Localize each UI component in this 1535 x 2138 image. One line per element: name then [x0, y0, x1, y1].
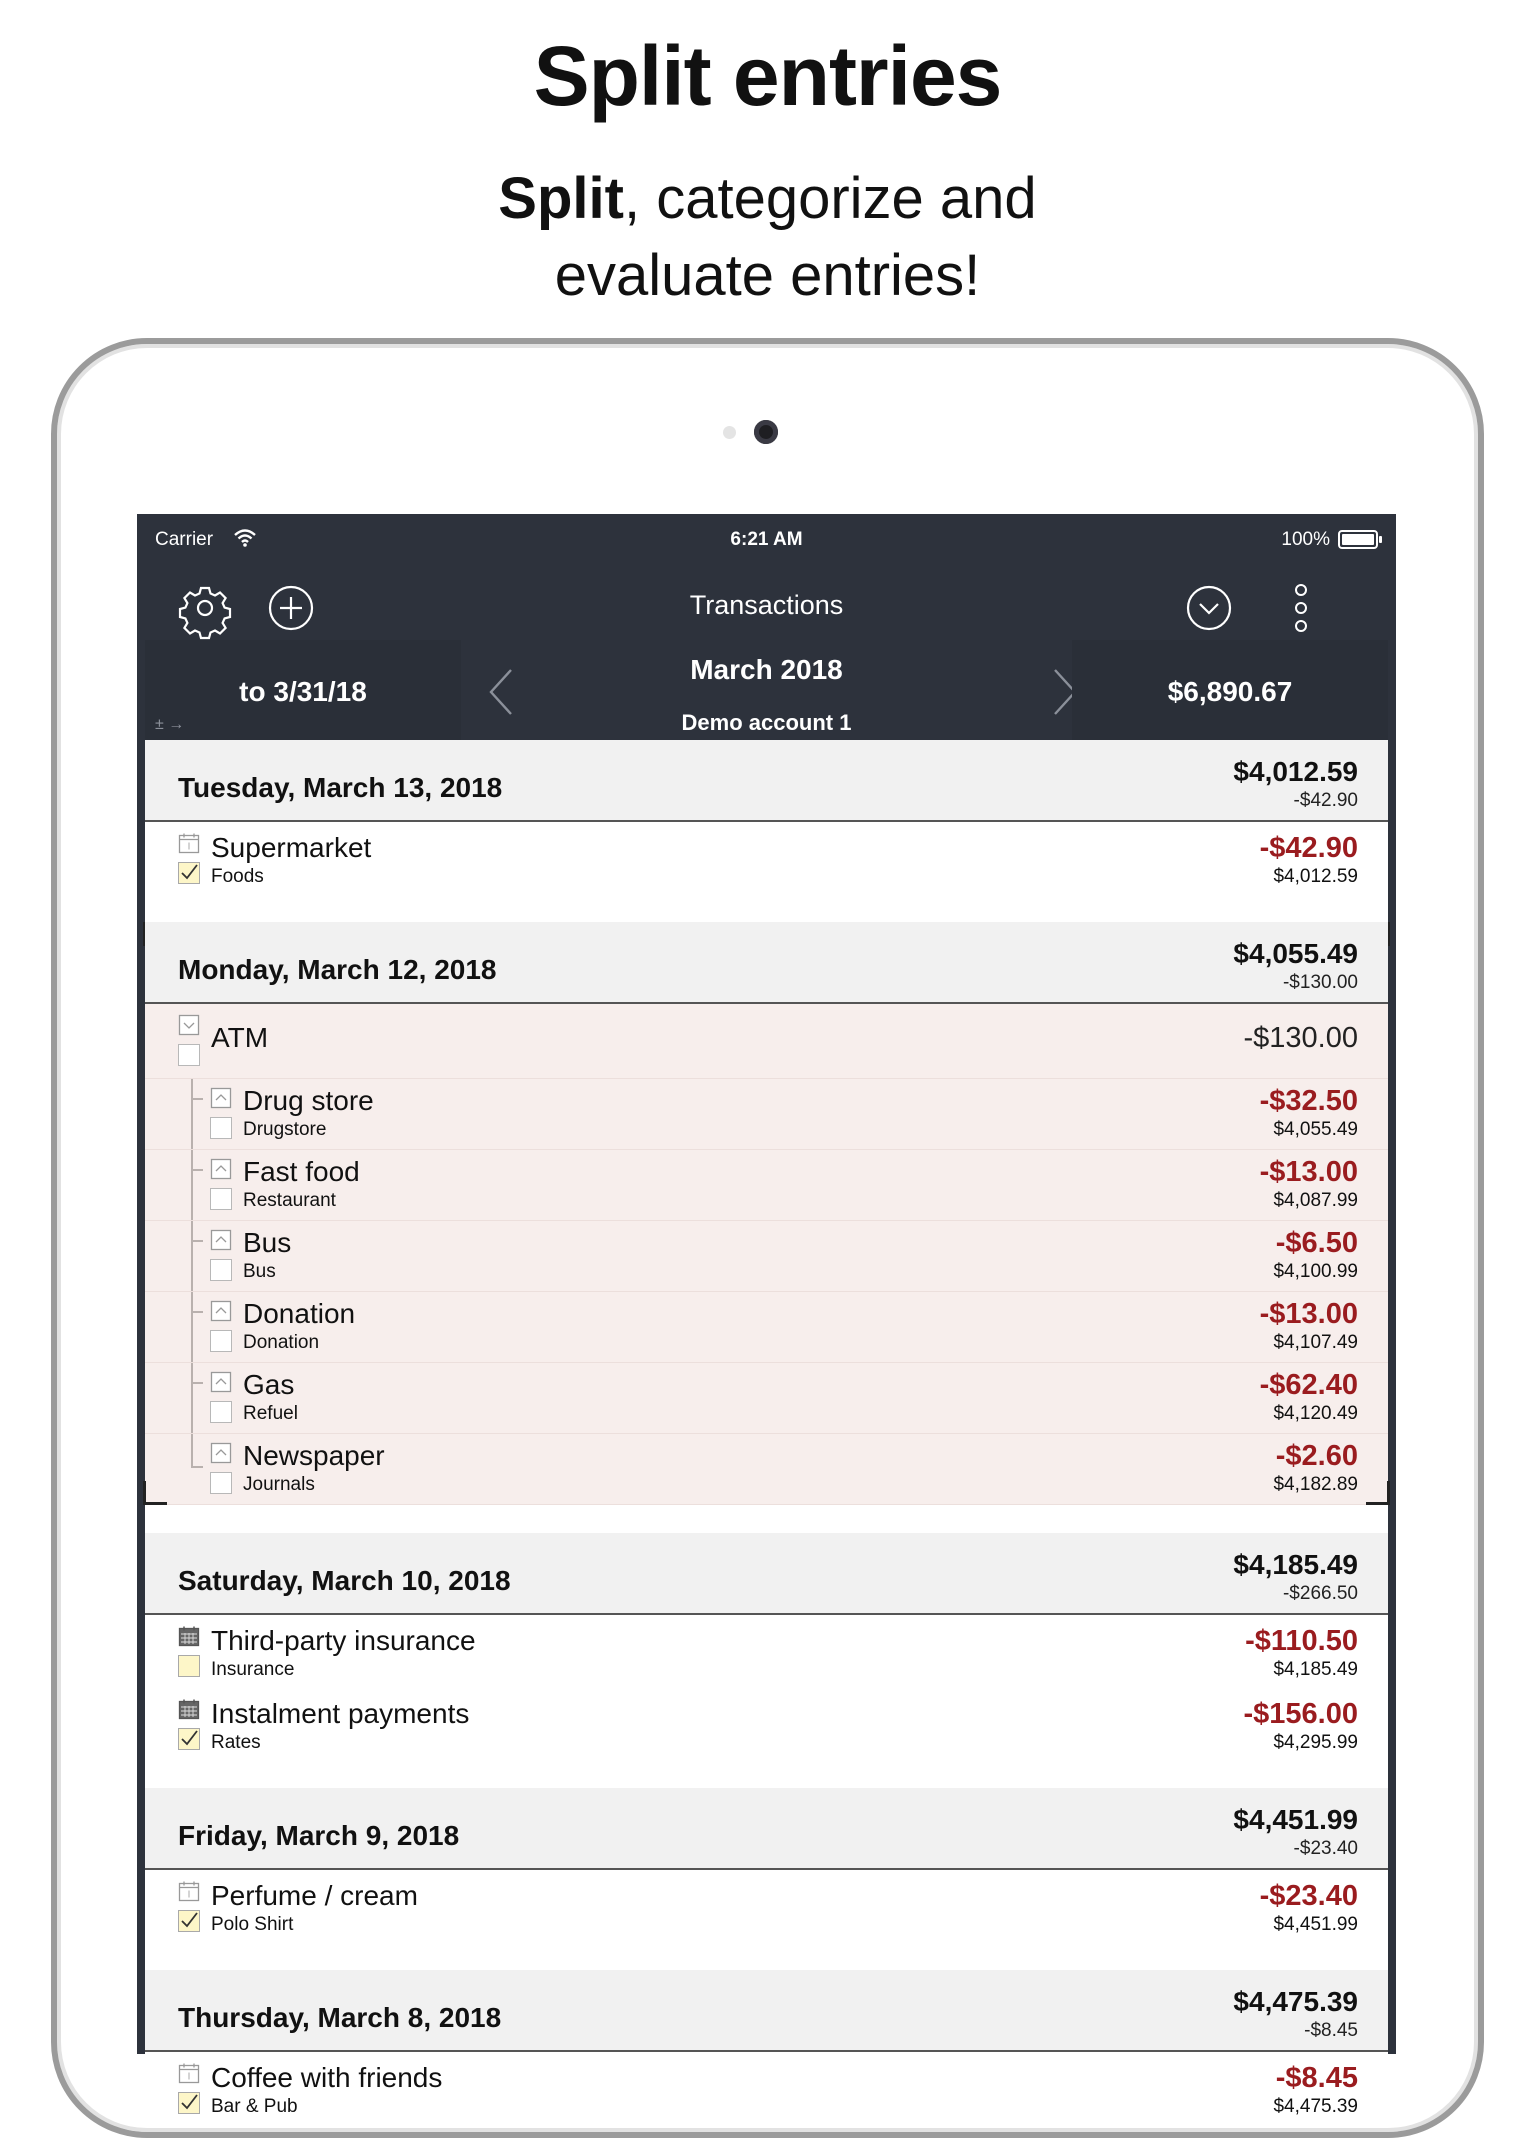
- calendar-icon: [178, 1880, 200, 1902]
- transaction-category: Insurance: [211, 1659, 295, 1680]
- day-delta: -$266.50: [1282, 1583, 1358, 1604]
- period-bar: [145, 640, 1388, 740]
- running-balance: $4,185.49: [1273, 1659, 1358, 1680]
- nav-title: Transactions: [689, 590, 844, 620]
- subline-line-2: evaluate entries!: [554, 243, 981, 308]
- transaction-amount: -$32.50: [1259, 1085, 1358, 1117]
- checkbox-checked[interactable]: [178, 1910, 200, 1932]
- chevron-down-circle-icon[interactable]: [1181, 580, 1237, 636]
- transaction-title: Donation: [243, 1298, 356, 1329]
- checkbox-unchecked[interactable]: [178, 1044, 200, 1066]
- transaction-category: Restaurant: [243, 1190, 336, 1211]
- transaction-title: Perfume / cream: [211, 1880, 418, 1911]
- transaction-amount: -$110.50: [1245, 1625, 1358, 1657]
- day-date: Tuesday, March 13, 2018: [178, 772, 503, 803]
- sensor-icon: [723, 426, 736, 439]
- selection-bracket: [1366, 1481, 1390, 1505]
- transaction-title: Coffee with friends: [211, 2062, 443, 2093]
- split-part-row[interactable]: [145, 1221, 1388, 1292]
- battery-percent: 100%: [1281, 529, 1330, 550]
- carrier-label: Carrier: [155, 529, 214, 550]
- transaction-title: Supermarket: [211, 832, 372, 863]
- running-balance: $4,107.49: [1273, 1332, 1358, 1353]
- day-header: [145, 1788, 1388, 1870]
- calendar-filled-icon: [178, 1625, 200, 1647]
- running-balance: $4,120.49: [1273, 1403, 1358, 1424]
- checkbox-checked[interactable]: [178, 862, 200, 884]
- running-balance: $4,012.59: [1273, 866, 1358, 887]
- transaction-category: Foods: [211, 866, 264, 887]
- camera-icon: [754, 420, 778, 444]
- marketing-headline: Split entries: [533, 29, 1002, 123]
- collapse-icon[interactable]: [178, 1014, 200, 1036]
- period-month[interactable]: March 2018: [690, 654, 843, 685]
- transaction-title: Bus: [243, 1227, 292, 1258]
- day-header: [145, 922, 1388, 1004]
- calendar-icon: [178, 2062, 200, 2084]
- transaction-title: Drug store: [243, 1085, 374, 1116]
- transaction-title: Fast food: [243, 1156, 360, 1187]
- subline-rest: , categorize and: [623, 166, 1037, 231]
- transaction-amount: -$62.40: [1259, 1369, 1358, 1401]
- checkbox-unchecked[interactable]: [178, 1655, 200, 1677]
- split-part-row[interactable]: [145, 1079, 1388, 1150]
- transaction-amount: -$2.60: [1275, 1440, 1358, 1472]
- balance-panel[interactable]: [1072, 640, 1388, 740]
- expand-up-icon[interactable]: [210, 1229, 232, 1251]
- day-total: $4,451.99: [1233, 1804, 1358, 1835]
- day-date: Thursday, March 8, 2018: [178, 2002, 502, 2033]
- transaction-amount: -$156.00: [1243, 1698, 1358, 1730]
- split-part-row[interactable]: [145, 1292, 1388, 1363]
- day-header: [145, 1970, 1388, 2052]
- transaction-category: Drugstore: [243, 1119, 327, 1140]
- battery-icon: [1338, 530, 1378, 549]
- day-total: $4,475.39: [1233, 1986, 1358, 2017]
- day-delta: -$130.00: [1282, 972, 1358, 993]
- transaction-amount: -$130.00: [1243, 1022, 1358, 1054]
- transaction-title: Third-party insurance: [211, 1625, 476, 1656]
- expand-up-icon[interactable]: [210, 1442, 232, 1464]
- day-delta: -$23.40: [1293, 1838, 1358, 1859]
- running-balance: $4,087.99: [1273, 1190, 1358, 1211]
- checkbox-checked[interactable]: [178, 2092, 200, 2114]
- check-icon: [179, 1911, 199, 1931]
- split-part-row[interactable]: [145, 1363, 1388, 1434]
- running-balance: $4,295.99: [1273, 1732, 1358, 1753]
- checkbox-unchecked[interactable]: [210, 1401, 232, 1423]
- check-icon: [179, 1729, 199, 1749]
- transaction-category: Polo Shirt: [211, 1914, 294, 1935]
- checkbox-unchecked[interactable]: [210, 1259, 232, 1281]
- day-header: [145, 740, 1388, 822]
- day-delta: -$42.90: [1293, 790, 1358, 811]
- transaction-title: ATM: [211, 1022, 269, 1053]
- transaction-row[interactable]: [145, 822, 1388, 922]
- running-balance: $4,100.99: [1273, 1261, 1358, 1282]
- transaction-title: Newspaper: [243, 1440, 385, 1471]
- transaction-amount: -$8.45: [1275, 2062, 1358, 2094]
- day-total: $4,012.59: [1233, 756, 1358, 787]
- transaction-row[interactable]: [145, 1688, 1388, 1788]
- transaction-title: Gas: [243, 1369, 295, 1400]
- check-icon: [179, 863, 199, 883]
- day-date: Saturday, March 10, 2018: [178, 1565, 511, 1596]
- account-name[interactable]: Demo account 1: [681, 710, 852, 735]
- transaction-amount: -$42.90: [1259, 832, 1358, 864]
- transaction-list: [145, 740, 1388, 2125]
- day-date: Monday, March 12, 2018: [178, 954, 497, 985]
- transaction-row[interactable]: [145, 1870, 1388, 1970]
- checkbox-unchecked[interactable]: [210, 1330, 232, 1352]
- running-balance: $4,055.49: [1273, 1119, 1358, 1140]
- transaction-category: Bar & Pub: [211, 2096, 298, 2117]
- top-bar: [145, 514, 1388, 740]
- checkbox-unchecked[interactable]: [210, 1472, 232, 1494]
- running-balance: $4,475.39: [1273, 2096, 1358, 2117]
- selection-bracket: [143, 1481, 167, 1505]
- transaction-amount: -$6.50: [1275, 1227, 1358, 1259]
- transaction-category: Journals: [243, 1474, 315, 1495]
- split-group: [145, 922, 1388, 1505]
- transaction-amount: -$23.40: [1259, 1880, 1358, 1912]
- day-date: Friday, March 9, 2018: [178, 1820, 460, 1851]
- running-balance: $4,451.99: [1273, 1914, 1358, 1935]
- transaction-amount: -$13.00: [1259, 1156, 1358, 1188]
- marketing-subline: [0, 160, 1535, 314]
- transaction-category: Donation: [243, 1332, 320, 1353]
- transaction-category: Bus: [243, 1261, 276, 1282]
- expand-up-icon[interactable]: [210, 1371, 232, 1393]
- period-end-date: to 3/31/18: [239, 676, 367, 707]
- calendar-icon: [178, 832, 200, 854]
- nav-bar: [145, 566, 1388, 646]
- checkbox-checked[interactable]: [178, 1728, 200, 1750]
- app-screen: [137, 514, 1396, 2117]
- transaction-category: Refuel: [243, 1403, 298, 1424]
- period-symbols: ± →: [155, 716, 185, 733]
- expand-up-icon[interactable]: [210, 1158, 232, 1180]
- day-total: $4,055.49: [1233, 938, 1358, 969]
- day-total: $4,185.49: [1233, 1549, 1358, 1580]
- more-vertical-icon[interactable]: [1273, 580, 1329, 636]
- transaction-row[interactable]: [145, 1615, 1388, 1688]
- status-time: 6:21 AM: [730, 529, 803, 550]
- expand-up-icon[interactable]: [210, 1087, 232, 1109]
- checkbox-unchecked[interactable]: [210, 1117, 232, 1139]
- account-balance: $6,890.67: [1167, 676, 1293, 707]
- day-header: [145, 1533, 1388, 1615]
- status-bar: [145, 526, 1388, 556]
- check-icon: [179, 2093, 199, 2113]
- expand-up-icon[interactable]: [210, 1300, 232, 1322]
- running-balance: $4,182.89: [1273, 1474, 1358, 1495]
- checkbox-unchecked[interactable]: [210, 1188, 232, 1210]
- split-part-row[interactable]: [145, 1150, 1388, 1221]
- calendar-filled-icon: [178, 1698, 200, 1720]
- split-part-row[interactable]: [145, 1434, 1388, 1505]
- split-parent-row[interactable]: [145, 1004, 1388, 1079]
- transaction-title: Instalment payments: [211, 1698, 470, 1729]
- transaction-category: Rates: [211, 1732, 261, 1753]
- subline-bold: Split: [498, 166, 624, 231]
- transaction-row[interactable]: [145, 2052, 1388, 2125]
- day-delta: -$8.45: [1304, 2020, 1358, 2041]
- transaction-amount: -$13.00: [1259, 1298, 1358, 1330]
